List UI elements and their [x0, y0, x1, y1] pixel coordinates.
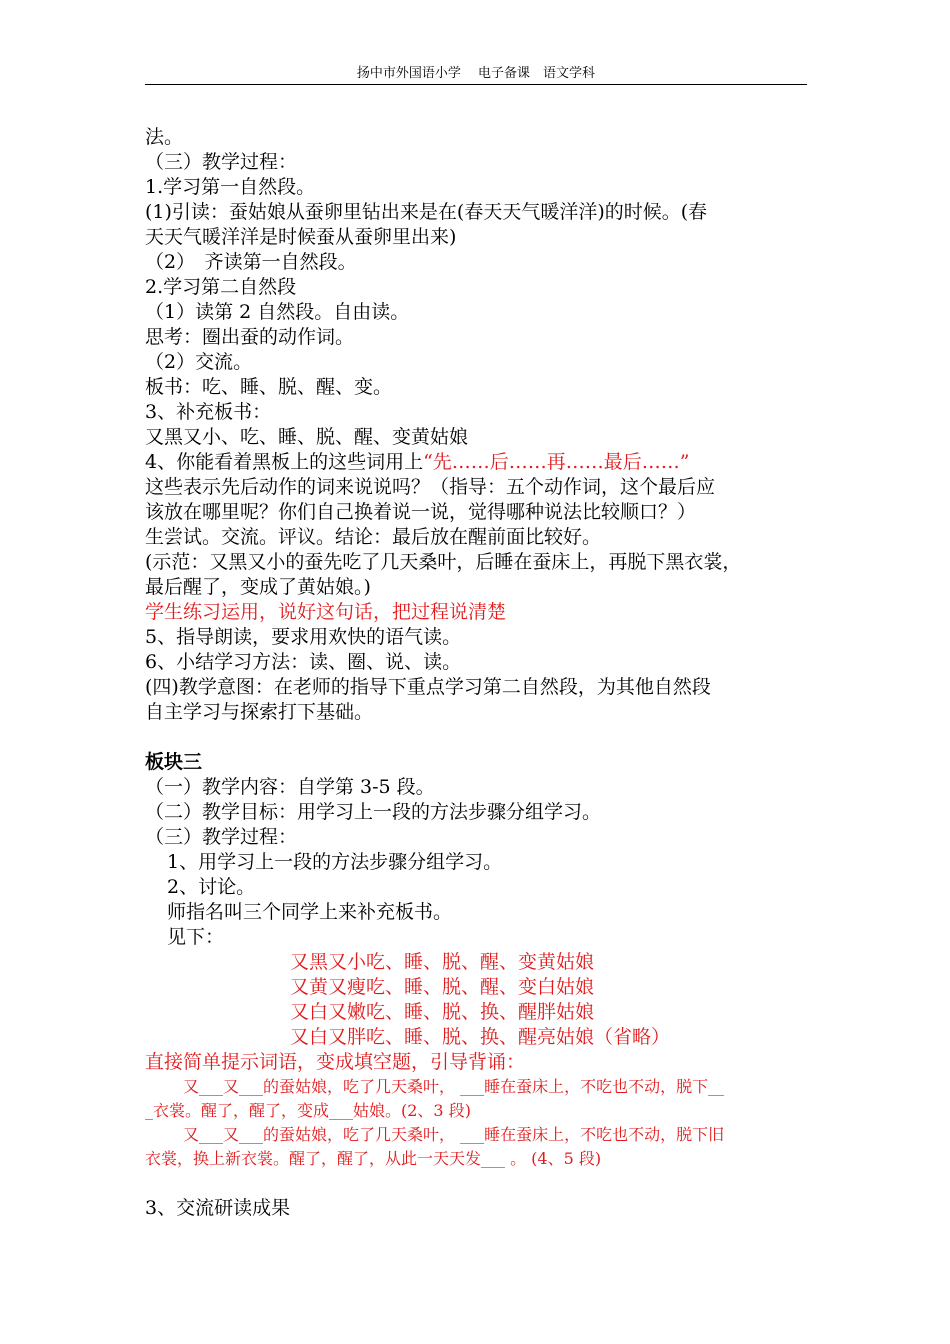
fill-blank-line: _衣裳。醒了，醒了，变成___姑娘。(2、3 段) — [145, 1101, 471, 1120]
text-line: （一）教学内容：自学第 3-5 段。 — [145, 776, 435, 798]
text-line: 板书：吃、睡、脱、醒、变。 — [145, 376, 393, 398]
board-line: 又黄又瘦吃、睡、脱、醒、变白姑娘 — [290, 976, 595, 998]
text-line: 最后醒了，变成了黄姑娘。) — [145, 576, 371, 598]
text-line: 这些表示先后动作的词来说说吗？（指导：五个动作词，这个最后应 — [145, 476, 716, 498]
sequence-words: “先……后……再……最后……” — [423, 451, 690, 473]
step-line: 见下： — [167, 926, 225, 948]
text-line: (四)教学意图：在老师的指导下重点学习第二自然段，为其他自然段 — [145, 676, 711, 698]
text-line: （二）教学目标：用学习上一段的方法步骤分组学习。 — [145, 801, 602, 823]
text-line: (示范：又黑又小的蚕先吃了几天桑叶，后睡在蚕床上，再脱下黑衣裳， — [145, 551, 742, 573]
question-4-prefix: 4、你能看着黑板上的这些词用上 — [145, 451, 424, 473]
fill-blank-line: 又___又___的蚕姑娘，吃了几天桑叶， ___睡在蚕床上，不吃也不动，脱下__ — [183, 1077, 725, 1096]
text-line: 法。 — [145, 126, 184, 148]
text-line: 又黑又小、吃、睡、脱、醒、变黄姑娘 — [145, 426, 469, 448]
text-line: （1）读第 2 自然段。自由读。 — [145, 301, 410, 323]
text-line: 5、指导朗读，要求用欢快的语气读。 — [145, 626, 462, 648]
text-line: （2） 齐读第一自然段。 — [145, 251, 357, 273]
text-line: 2.学习第二自然段 — [145, 276, 297, 298]
board-line: 又白又胖吃、睡、脱、换、醒亮姑娘（省略） — [290, 1026, 671, 1048]
text-line: （2）交流。 — [145, 351, 253, 373]
text-line: （三）教学过程： — [145, 151, 298, 173]
board-line: 又黑又小吃、睡、脱、醒、变黄姑娘 — [290, 951, 595, 973]
text-line: 生尝试。交流。评议。结论：最后放在醒前面比较好。 — [145, 526, 602, 548]
practice-note: 学生练习运用，说好这句话，把过程说清楚 — [145, 601, 507, 623]
step-line: 1、用学习上一段的方法步骤分组学习。 — [167, 851, 503, 873]
board-line: 又白又嫩吃、睡、脱、换、醒胖姑娘 — [290, 1001, 595, 1023]
page-header: 扬中市外国语小学 电子备课 语文学科 — [356, 66, 596, 81]
question-4-line — [145, 450, 817, 475]
spacer — [145, 725, 817, 750]
section-title: 板块三 — [145, 751, 203, 773]
spacer — [145, 1171, 817, 1196]
fill-blank-line: 衣裳，换上新衣裳。醒了，醒了，从此一天天发___ 。 (4、5 段) — [145, 1149, 602, 1168]
fill-blank-title: 直接简单提示词语，变成填空题，引导背诵： — [145, 1051, 526, 1073]
text-line: 该放在哪里呢？你们自己换着说一说，觉得哪种说法比较顺口？） — [145, 501, 697, 523]
step-line: 师指名叫三个同学上来补充板书。 — [167, 901, 453, 923]
fill-blank-line: 又___又___的蚕姑娘，吃了几天桑叶， ___睡在蚕床上，不吃也不动，脱下旧 — [183, 1125, 725, 1144]
text-line: 3、补充板书： — [145, 401, 272, 423]
header-rule — [145, 84, 807, 85]
document-body — [145, 125, 817, 1221]
text-line: 1.学习第一自然段。 — [145, 176, 316, 198]
text-line: 6、小结学习方法：读、圈、说、读。 — [145, 651, 462, 673]
step-line: 2、讨论。 — [167, 876, 256, 898]
text-line: 天天气暖洋洋是时候蚕从蚕卵里出来) — [145, 226, 457, 248]
text-line: (1)引读：蚕姑娘从蚕卵里钻出来是在(春天天气暖洋洋)的时候。(春 — [145, 201, 708, 223]
text-line: 思考：圈出蚕的动作词。 — [145, 326, 355, 348]
text-line: 自主学习与探索打下基础。 — [145, 701, 374, 723]
final-line: 3、交流研读成果 — [145, 1197, 291, 1219]
text-line: （三）教学过程： — [145, 826, 298, 848]
